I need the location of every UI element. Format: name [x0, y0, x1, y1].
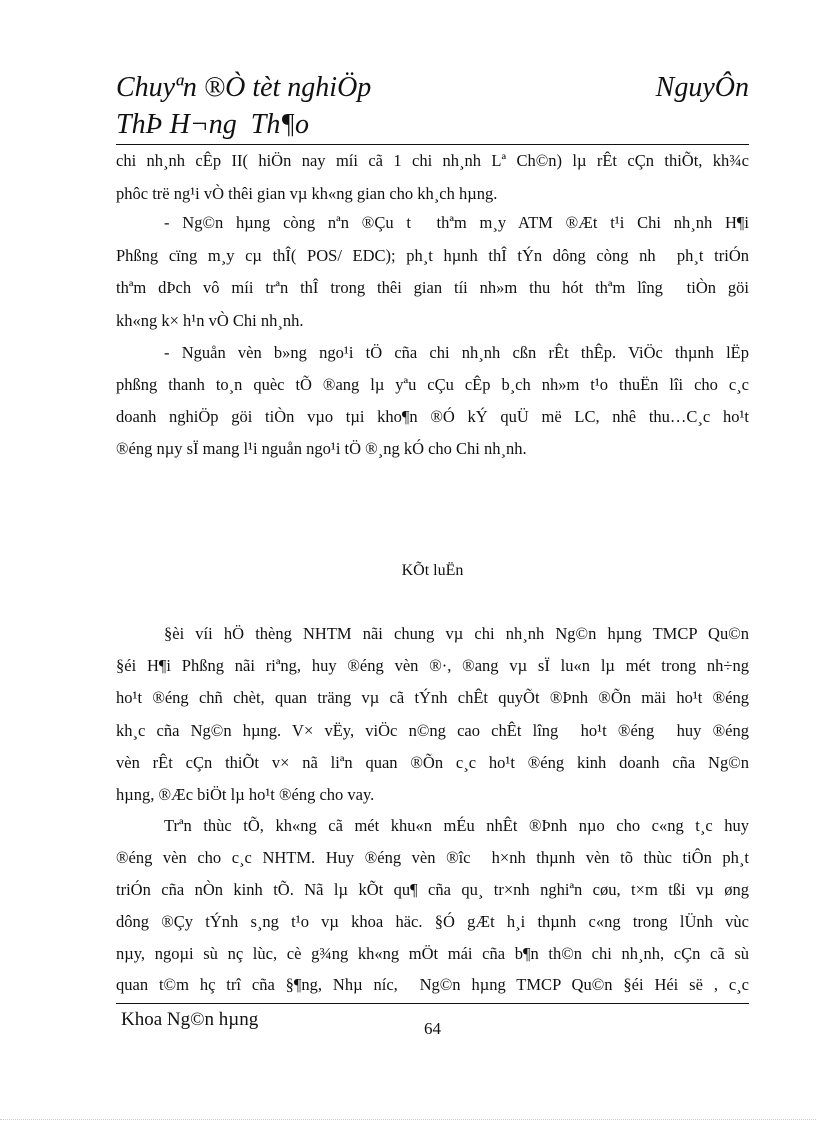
- body-line: vèn rÊt cÇn thiÕt v× nã liªn quan ®Õn c¸c ho¹t ®éng kinh doanh cña Ng©n: [116, 753, 749, 772]
- body-line: kh¸c cña Ng©n hµng. V× vËy, viÖc n©ng cao chÊt lîng ho¹t ®éng huy ®éng: [116, 721, 749, 740]
- body-line: ®éng nµy sÏ mang l¹i nguån ngo¹i tÖ ®¸ng kÓ cho Chi nh¸nh.: [116, 439, 527, 458]
- body-line: Trªn thùc tÕ, kh«ng cã mét khu«n mÉu nhÊt ®Þnh nµo cho c«ng t¸c huy: [164, 816, 749, 835]
- body-line: §èi víi hÖ thèng NHTM nãi chung vµ chi nh¸nh Ng©n hµng TMCP Qu©n: [164, 624, 749, 643]
- section-heading: KÕt luËn: [401, 562, 464, 579]
- body-line: phôc trë ng¹i vÒ thêi gian vµ kh«ng gian cho kh¸ch hµng.: [116, 184, 498, 203]
- body-line: chi nh¸nh cÊp II( hiÖn nay míi cã 1 chi nh¸nh Lª Ch©n) lµ rÊt cÇn thiÕt, kh¾c: [116, 151, 749, 170]
- page-edge-divider: [0, 1119, 816, 1120]
- body-line: nµy, ngoµi sù nç lùc, cè g¾ng kh«ng mÖt mái cña b¶n th©n chi nh¸nh, cÇn cã sù: [116, 944, 749, 963]
- body-line: Phßng cïng m¸y cµ thÎ( POS/ EDC); ph¸t hµnh thÎ tÝn dông còng nh ph¸t triÓn: [116, 246, 749, 265]
- header-title-right: NguyÔn: [655, 72, 749, 103]
- body-line: ®éng vèn cho c¸c NHTM. Huy ®éng vèn ®îc h×nh thµnh vèn tõ thùc tiÔn ph¸t: [116, 848, 749, 867]
- body-line: quan t©m hç trî cña §¶ng, Nhµ níc, Ng©n hµng TMCP Qu©n §éi Héi së , c¸c: [116, 975, 749, 994]
- body-line: triÓn cña nÒn kinh tÕ. Nã lµ kÕt qu¶ cña qu¸ tr×nh nghiªn cøu, t×m tßi vµ øng: [116, 880, 749, 899]
- body-line: - Ng©n hµng còng nªn ®Çu t thªm m¸y ATM ®Æt t¹i Chi nh¸nh H¶i: [164, 213, 749, 232]
- footer-rule: [116, 1003, 749, 1004]
- header-rule: [116, 144, 749, 145]
- page-number: 64: [424, 1019, 441, 1038]
- body-line: doanh nghiÖp göi tiÒn vµo tµi kho¶n ®Ó kÝ quÜ më LC, nhê thu…C¸c ho¹t: [116, 407, 749, 426]
- body-line: phßng thanh to¸n quèc tÕ ®ang lµ yªu cÇu cÊp b¸ch nh»m t¹o thuËn lîi cho c¸c: [116, 375, 749, 394]
- footer-department: Khoa Ng©n hµng: [121, 1009, 259, 1030]
- body-line: - Nguån vèn b»ng ngo¹i tÖ cña chi nh¸nh cßn rÊt thÊp. ViÖc thµnh lËp: [164, 343, 749, 362]
- body-line: kh«ng k× h¹n vÒ Chi nh¸nh.: [116, 311, 304, 330]
- body-line: dông ®Çy tÝnh s¸ng t¹o vµ khoa häc. §Ó gÆt h¸i thµnh c«ng trong lÜnh vùc: [116, 912, 749, 931]
- header-author-line: ThÞ H¬ng Th¶o: [116, 109, 310, 140]
- body-line: hµng, ®Æc biÖt lµ ho¹t ®éng cho vay.: [116, 785, 375, 804]
- body-line: ho¹t ®éng chñ chèt, quan träng vµ cã tÝnh chÊt quyÕt ®Þnh ®Õn mäi ho¹t ®éng: [116, 688, 749, 707]
- body-line: §éi H¶i Phßng nãi riªng, huy ®éng vèn ®·, ®ang vµ sÏ lu«n lµ mét trong nh÷ng: [116, 656, 749, 675]
- body-line: thªm dÞch vô míi trªn thÎ trong thêi gian tíi nh»m thu hót thªm lîng tiÒn göi: [116, 278, 749, 297]
- header-title-left: Chuyªn ®Ò tèt nghiÖp: [116, 72, 372, 103]
